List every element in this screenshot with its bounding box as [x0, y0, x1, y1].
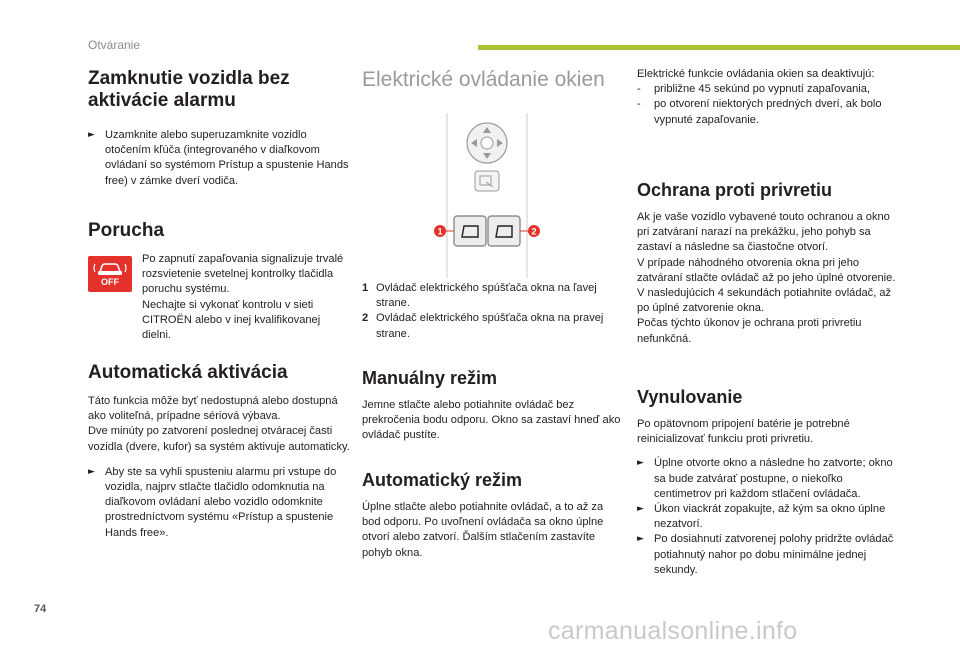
heading-porucha: Porucha [88, 220, 165, 241]
list-item [637, 502, 899, 532]
paragraph: Dve minúty po zatvorení poslednej otváracej časti vozidla (dvere, kufor) sa systém aktivuje automaticky. [88, 425, 350, 453]
porucha-text [142, 252, 344, 343]
legend-number: 2 [362, 312, 369, 325]
paragraph: Elektrické funkcie ovládania okien sa deaktivujú: [637, 68, 875, 80]
heading-automaticky-rezim: Automatický režim [362, 470, 523, 490]
paragraph: Po opätovnom pripojení batérie je potrebné reinicializovať funkciu proti privretiu. [637, 418, 850, 446]
list-item [637, 97, 899, 127]
legend-number: 1 [362, 282, 369, 294]
legend-text: Ovládač elektrického spúšťača okna na ľavej strane. [376, 282, 597, 310]
section-vynulovanie [637, 386, 899, 578]
heading-zamknutie-line2: aktivácie alarmu [88, 90, 236, 111]
legend-text: Ovládač elektrického spúšťača okna na pravej strane. [376, 312, 604, 340]
section-elektricke-ovladanie [362, 68, 624, 92]
legend-item [362, 311, 624, 341]
arrow-bullet-icon: ► [637, 458, 644, 469]
dash-marker: - [637, 98, 641, 111]
callout-1-label: 1 [437, 226, 443, 237]
car-alarm-icon [88, 256, 132, 278]
bullet-text: Po dosiahnutí zatvorenej polohy pridržte ovládač potiahnutý nahor po dobu minimálne jednej sekundy. [654, 533, 894, 576]
list-item [88, 465, 350, 541]
window-switch-illustration [434, 113, 540, 278]
section-label: Otváranie [88, 38, 141, 52]
heading-zamknutie-line1: Zamknutie vozidla bez [88, 68, 290, 89]
callout-2-label: 2 [531, 226, 537, 237]
porucha-line2: Nechajte si vykonať kontrolu v sieti CITROËN alebo v inej kvalifikovanej dielni. [142, 298, 321, 342]
arrow-bullet-icon: ► [88, 466, 95, 477]
bullet-text: Úkon viackrát zopakujte, až kým sa okno úplne nezatvorí. [654, 503, 886, 531]
window-switch-figure [434, 113, 540, 278]
figure-legend [362, 281, 624, 342]
legend-item [362, 281, 624, 311]
header-accent-bar [478, 45, 960, 50]
paragraph: Táto funkcia môže byť nedostupná alebo dostupná ako voliteľná, prípadne sériová výbava. [88, 395, 338, 423]
dash-text: približne 45 sekúnd po vypnutí zapaľovania, [654, 83, 871, 96]
dash-marker: - [637, 83, 641, 96]
section-ochrana [637, 179, 899, 347]
heading-ochrana: Ochrana proti privretiu [637, 180, 833, 200]
list-item [88, 128, 350, 189]
paragraph: Ak je vaše vozidlo vybavené touto ochranou a okno pri zatváraní narazí na prekážku, jeho pohyb sa zastaví a následne sa čiastočne otvorí. [637, 211, 890, 254]
list-item [637, 532, 899, 578]
page-number: 74 [34, 603, 47, 615]
deaktivacia-block [637, 67, 899, 128]
heading-zamknutie [88, 68, 350, 112]
arrow-bullet-icon: ► [637, 534, 644, 545]
list-item [637, 456, 899, 502]
alarm-icon-label: OFF [101, 277, 119, 287]
heading-elektricke-ovladanie: Elektrické ovládanie okien [362, 68, 605, 91]
paragraph: Úplne stlačte alebo potiahnite ovládač, a to až za bod odporu. Po uvoľnení ovládača sa okno úplne otvorí alebo zatvorí. Ďalším stlačením zastavíte pohyb okna. [362, 501, 604, 559]
paragraph: V prípade náhodného otvorenia okna pri jeho zatváraní stlačte ovládač až po jeho úplné otvorenie. V nasledujúcich 4 sekundách potiahnite ovládač, až po úplné zatvorenie okna. [637, 256, 896, 315]
arrow-bullet-icon: ► [637, 504, 644, 515]
bullet-text: Úplne otvorte okno a následne ho zatvorte; okno sa bude zatvárať postupne, o niekoľko centimetrov pri každom stlačení ovládača. [654, 457, 893, 500]
dash-text: po otvorení niektorých predných dverí, ak bolo vypnuté zapaľovanie. [654, 98, 882, 126]
arrow-bullet-icon: ► [88, 130, 95, 140]
section-automaticka-aktivacia [88, 362, 350, 541]
paragraph: Jemne stlačte alebo potiahnite ovládač bez prekročenia bodu odporu. Okno sa zastaví hneď ako ovládač pustíte. [362, 399, 621, 442]
heading-automaticka-aktivacia: Automatická aktivácia [88, 362, 288, 383]
bullet-text: Aby ste sa vyhli spusteniu alarmu pri vstupe do vozidla, najprv stlačte tlačidlo odomknutia na diaľkovom ovládaní alebo vozidlo odomknite prostredníctvom systému «Prístup a spustenie Hands free». [105, 465, 337, 539]
alarm-off-icon [88, 256, 132, 292]
porucha-line1: Po zapnutí zapaľovania signalizuje trvalé rozsvietenie svetelnej kontrolky tlačidla poruchu systému. [142, 253, 344, 296]
watermark: carmanualsonline.info [548, 617, 798, 645]
section-porucha [88, 220, 350, 242]
heading-manualny-rezim: Manuálny režim [362, 368, 498, 388]
list-item [637, 82, 899, 97]
paragraph: Počas týchto úkonov je ochrana proti privretiu nefunkčná. [637, 317, 862, 345]
bullet-text: Uzamknite alebo superuzamknite vozidlo otočením kľúča (integrovaného v diaľkovom ovládaní so systémom Prístup a spustenie Hands free) v zámke dverí vodiča. [105, 129, 349, 187]
heading-vynulovanie: Vynulovanie [637, 387, 743, 407]
section-manualny-rezim [362, 367, 624, 444]
section-automaticky-rezim [362, 469, 624, 561]
section-zamknutie [88, 68, 350, 189]
